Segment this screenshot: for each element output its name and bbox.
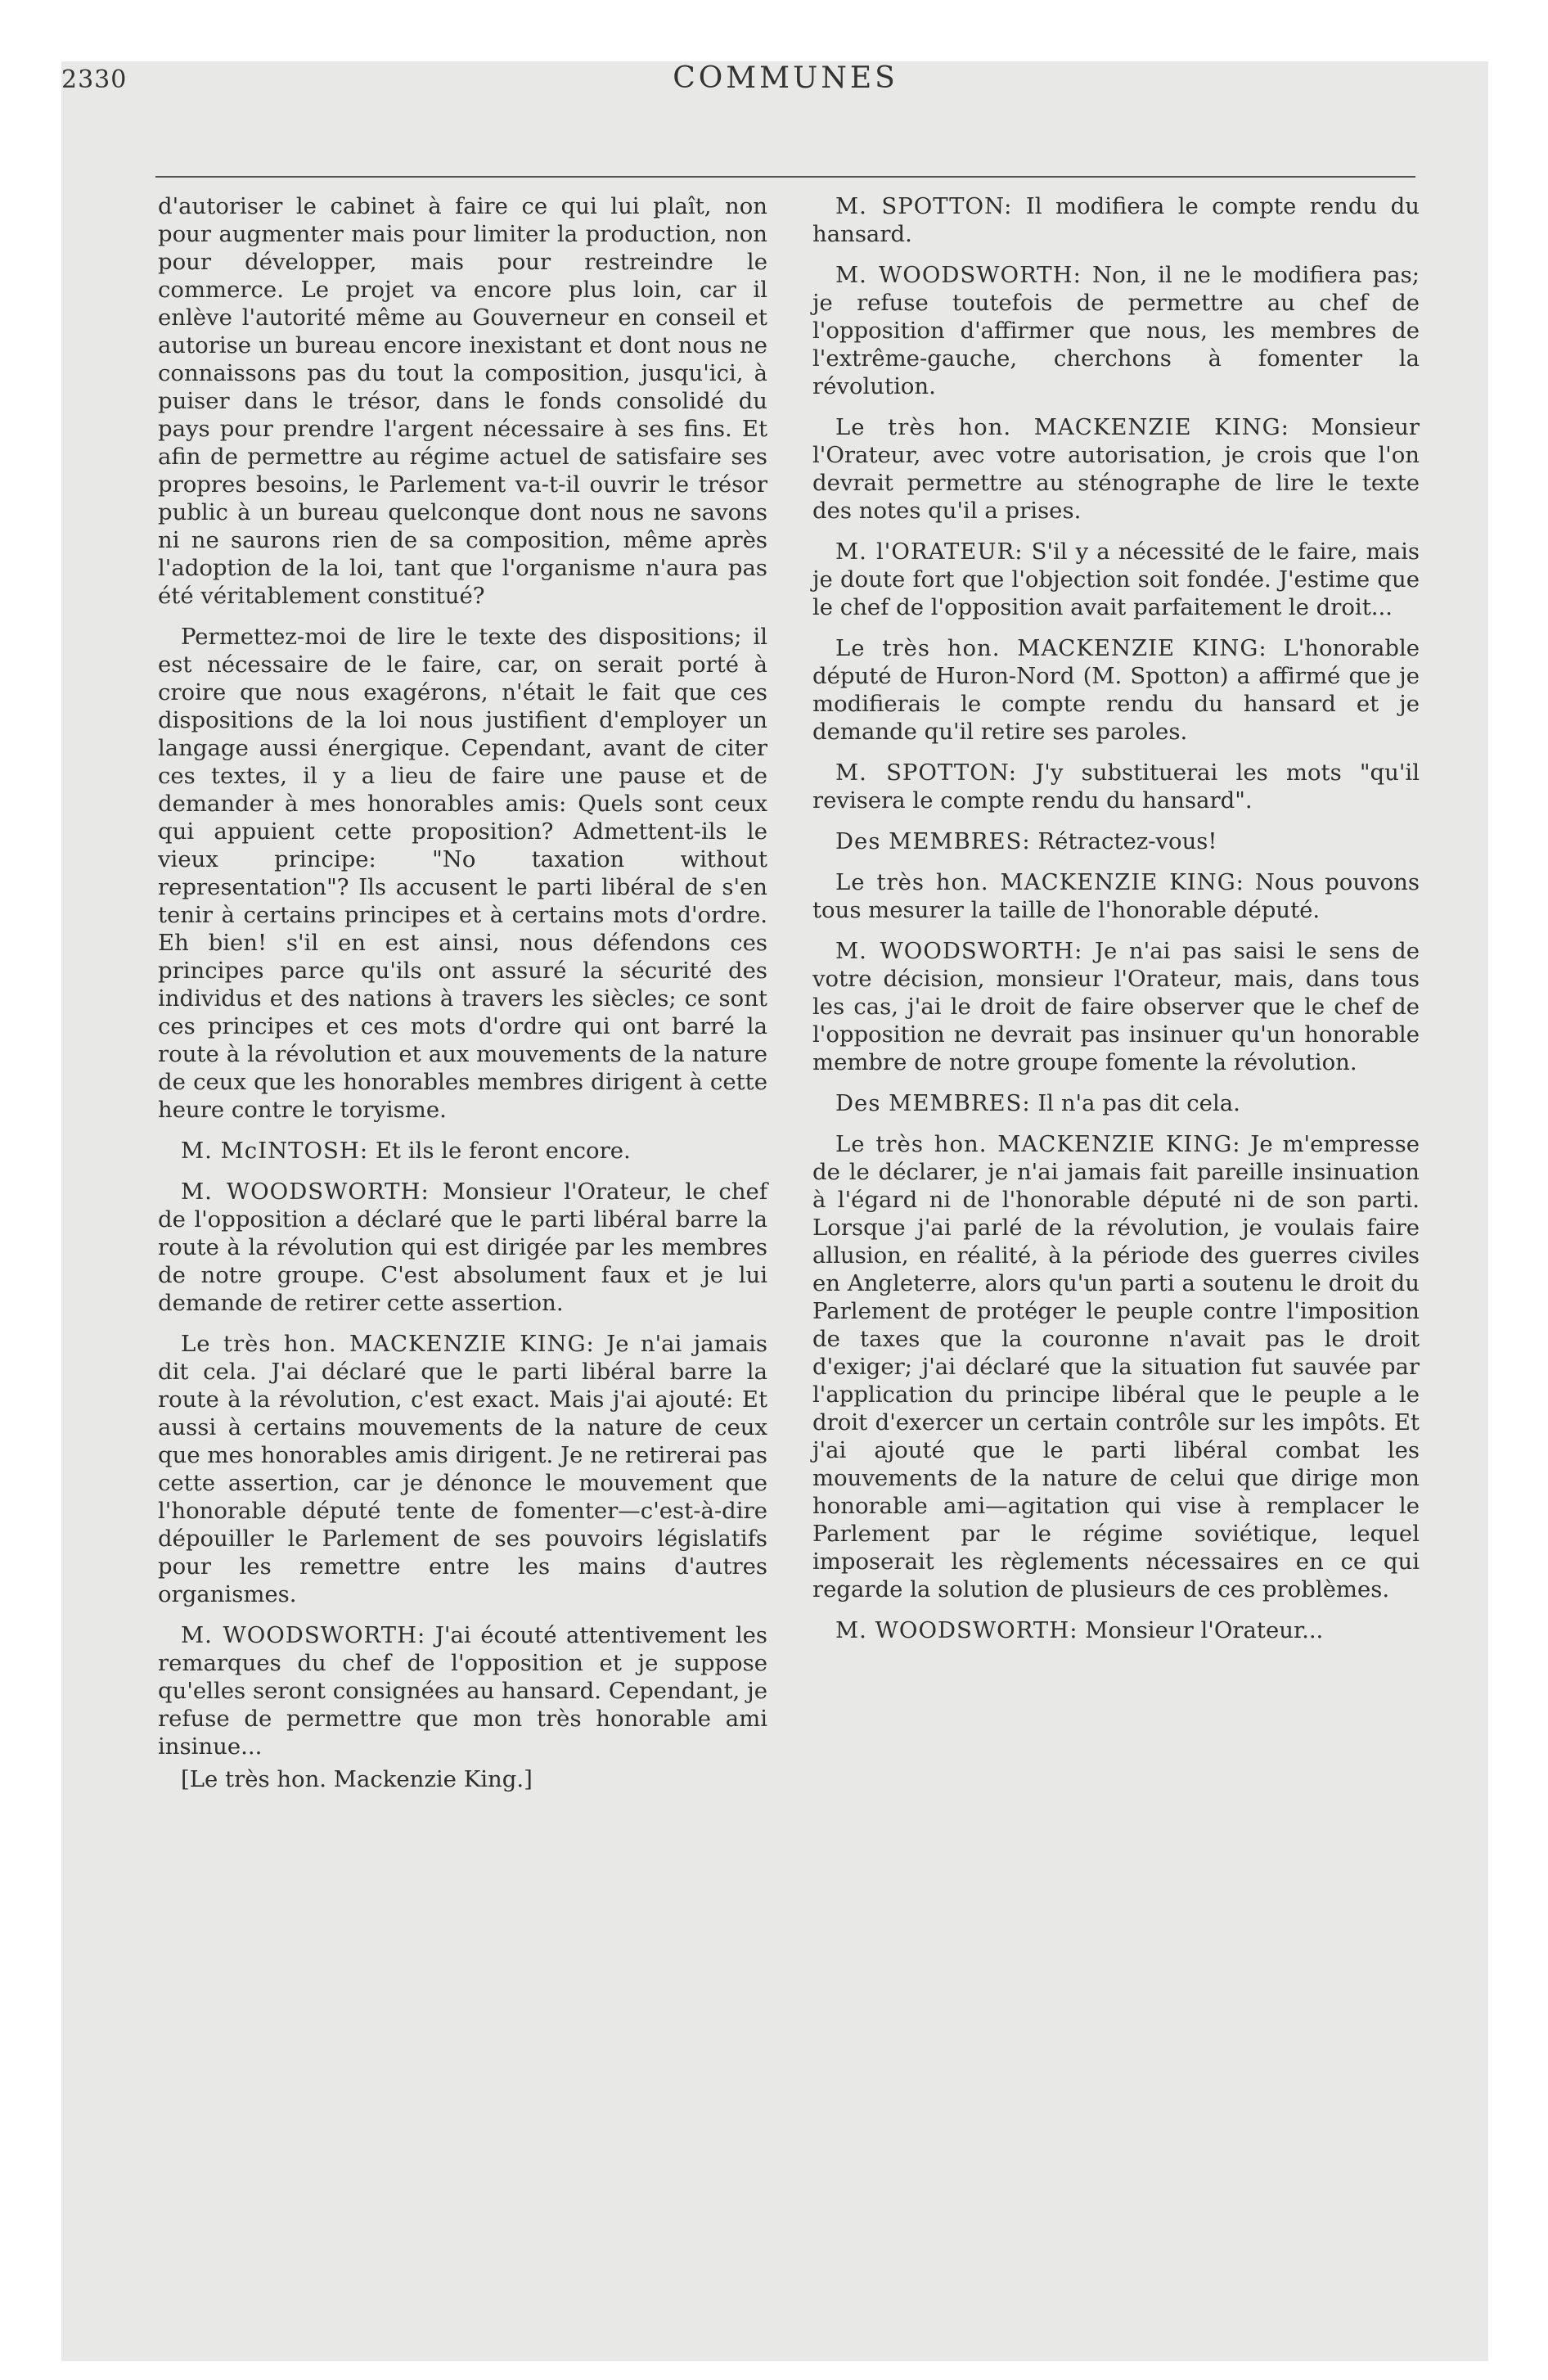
- speaker: Le très hon. MACKENZIE KING:: [835, 635, 1267, 661]
- speaker: Le très hon. MACKENZIE KING:: [835, 414, 1289, 440]
- speaker: Le très hon. MACKENZIE KING:: [835, 1131, 1241, 1157]
- speaker: M. WOODSWORTH:: [835, 1617, 1078, 1643]
- speaker: M. WOODSWORTH:: [835, 262, 1082, 288]
- speech-text: Nous pouvons tous mesurer la taille de l'honorable député.: [812, 869, 1420, 923]
- page-number: 2330: [61, 65, 128, 94]
- left-column: [158, 192, 767, 1793]
- speech-text: Monsieur l'Orateur, le chef de l'opposition a déclaré que le parti libéral barre la route à la révolution qui est dirigée par les membres de notre groupe. C'est absolument faux et je lui demande de retirer cette assertion.: [158, 1179, 767, 1316]
- speech: [812, 759, 1420, 814]
- speaker: Des MEMBRES:: [835, 828, 1031, 854]
- speaker: M. WOODSWORTH:: [181, 1622, 426, 1648]
- speech-text: Monsieur l'Orateur...: [1085, 1617, 1324, 1643]
- speaker: Des MEMBRES:: [835, 1090, 1031, 1116]
- speaker: M. SPOTTON:: [835, 760, 1018, 786]
- speech-text: S'il y a nécessité de le faire, mais je doute fort que l'objection soit fondée. J'estime que le chef de l'opposition avait parfaitement le droit...: [812, 539, 1420, 620]
- speaker: Le très hon. MACKENZIE KING:: [181, 1331, 595, 1357]
- speaker: M. WOODSWORTH:: [835, 938, 1083, 964]
- speech: [812, 937, 1420, 1076]
- speech: [812, 827, 1420, 855]
- speech: [812, 192, 1420, 248]
- speech: [812, 413, 1420, 525]
- speech-text: Monsieur l'Orateur, avec votre autorisation, je crois que l'on devrait permettre au sténographe de lire le texte des notes qu'il a prises.: [812, 414, 1420, 524]
- speech-text: J'y substituerai les mots "qu'il revisera le compte rendu du hansard".: [812, 760, 1420, 814]
- speech: [812, 634, 1420, 746]
- speech-text: Il n'a pas dit cela.: [1037, 1090, 1240, 1116]
- speech: [812, 1616, 1420, 1644]
- speech: [158, 1178, 767, 1317]
- right-column: [812, 192, 1420, 1644]
- speech: [158, 1330, 767, 1608]
- speaker-attribution: [Le très hon. Mackenzie King.]: [181, 1766, 533, 1792]
- speech: [158, 1137, 767, 1165]
- running-title: COMMUNES: [673, 61, 898, 95]
- speech: [812, 1130, 1420, 1603]
- speech-text: Rétractez-vous!: [1037, 828, 1217, 854]
- speaker: M. WOODSWORTH:: [181, 1179, 430, 1205]
- speech: [812, 1089, 1420, 1117]
- speech-text: Et ils le feront encore.: [375, 1138, 631, 1164]
- speaker: M. l'ORATEUR:: [835, 539, 1024, 565]
- speech: [158, 1621, 767, 1760]
- paragraph: d'autoriser le cabinet à faire ce qui lui plaît, non pour augmenter mais pour limiter la production, non pour développer, mais pour restreindre le commerce. Le projet va encore plus loin, car il enlève l'autorité même au Gouverneur en conseil et autorise un bureau encore inexistant et dont nous ne connaissons pas du tout la composition, jusqu'ici, à puiser dans le trésor, dans le fonds consolidé du pays pour prendre l'argent nécessaire à ses fins. Et afin de permettre au régime actuel de satisfaire ses propres besoins, le Parlement va-t-il ouvrir le trésor public à un bureau quelconque dont nous ne savons ni ne saurons rien de sa composition, même après l'adoption de la loi, tant que l'organisme n'aura pas été véritablement constitué?: [158, 193, 767, 609]
- speech-text: Je n'ai jamais dit cela. J'ai déclaré que le parti libéral barre la route à la révolution, c'est exact. Mais j'ai ajouté: Et aussi à certains mouvements de la nature de ceux que mes honorables amis dirigent. Je ne retirerai pas cette assertion, car je dénonce le mouvement que l'honorable député tente de fomenter—c'est-à-dire dépouiller le Parlement de ses pouvoirs législatifs pour les remettre entre les mains d'autres organismes.: [158, 1331, 767, 1607]
- speech: [812, 538, 1420, 621]
- speech: [812, 868, 1420, 924]
- speech-text: Non, il ne le modifiera pas; je refuse toutefois de permettre au chef de l'opposition d'affirmer que nous, les membres de l'extrême-gauche, cherchons à fomenter la révolution.: [812, 262, 1420, 399]
- speech-text: J'ai écouté attentivement les remarques du chef de l'opposition et je suppose qu'elles seront consignées au hansard. Cependant, je refuse de permettre que mon très honorable ami insinue...: [158, 1622, 767, 1760]
- speaker: Le très hon. MACKENZIE KING:: [835, 869, 1244, 895]
- speech-text: Il modifiera le compte rendu du hansard.: [812, 193, 1420, 247]
- speech-text: Je m'empresse de le déclarer, je n'ai jamais fait pareille insinuation à l'égard ni de l'honorable député ni de son parti. Lorsque j'ai parlé de la révolution, je voulais faire allusion, en réalité, à la période des guerres civiles en Angleterre, alors qu'un parti a soutenu le droit du Parlement de protéger le peuple contre l'imposition de taxes que la couronne n'avait pas le droit d'exiger; j'ai déclaré que la situation fut sauvée par l'application du principe libéral que le peuple a le droit d'exercer un certain contrôle sur les impôts. Et j'ai ajouté que le parti libéral combat les mouvements de la nature de celui que dirige mon honorable ami—agitation qui vise à remplacer le Parlement par le régime soviétique, lequel imposerait les règlements nécessaires en ce qui regarde la solution de plusieurs de ces problèmes.: [812, 1131, 1420, 1602]
- speech-text: L'honorable député de Huron-Nord (M. Spotton) a affirmé que je modifierais le compte rendu du hansard et je demande qu'il retire ses paroles.: [812, 635, 1420, 745]
- speech-text: Je n'ai pas saisi le sens de votre décision, monsieur l'Orateur, mais, dans tous les cas, j'ai le droit de faire observer que le chef de l'opposition ne devrait pas insinuer qu'un honorable membre de notre groupe fomente la révolution.: [812, 938, 1420, 1075]
- speech: [812, 261, 1420, 400]
- speaker: M. SPOTTON:: [835, 193, 1013, 219]
- paragraph: Permettez-moi de lire le texte des dispositions; il est nécessaire de le faire, car, on serait porté à croire que nous exagérons, n'était le fait que ces dispositions de la loi nous justifient d'employer un langage aussi énergique. Cependant, avant de citer ces textes, il y a lieu de faire une pause et de demander à mes honorables amis: Quels sont ceux qui appuient cette proposition? Admettent-ils le vieux principe: "No taxation without representation"? Ils accusent le parti libéral de s'en tenir à certains principes et à certains mots d'ordre. Eh bien! s'il en est ainsi, nous défendons ces principes parce qu'ils ont assuré la sécurité des individus et des nations à travers les siècles; ce sont ces principes et ces mots d'ordre qui ont barré la route à la révolution et aux mouvements de la nature de ceux que les honorables membres dirigent à cette heure contre le toryisme.: [158, 624, 767, 1123]
- header-rule: [155, 176, 1415, 178]
- speaker: M. McINTOSH:: [181, 1138, 369, 1164]
